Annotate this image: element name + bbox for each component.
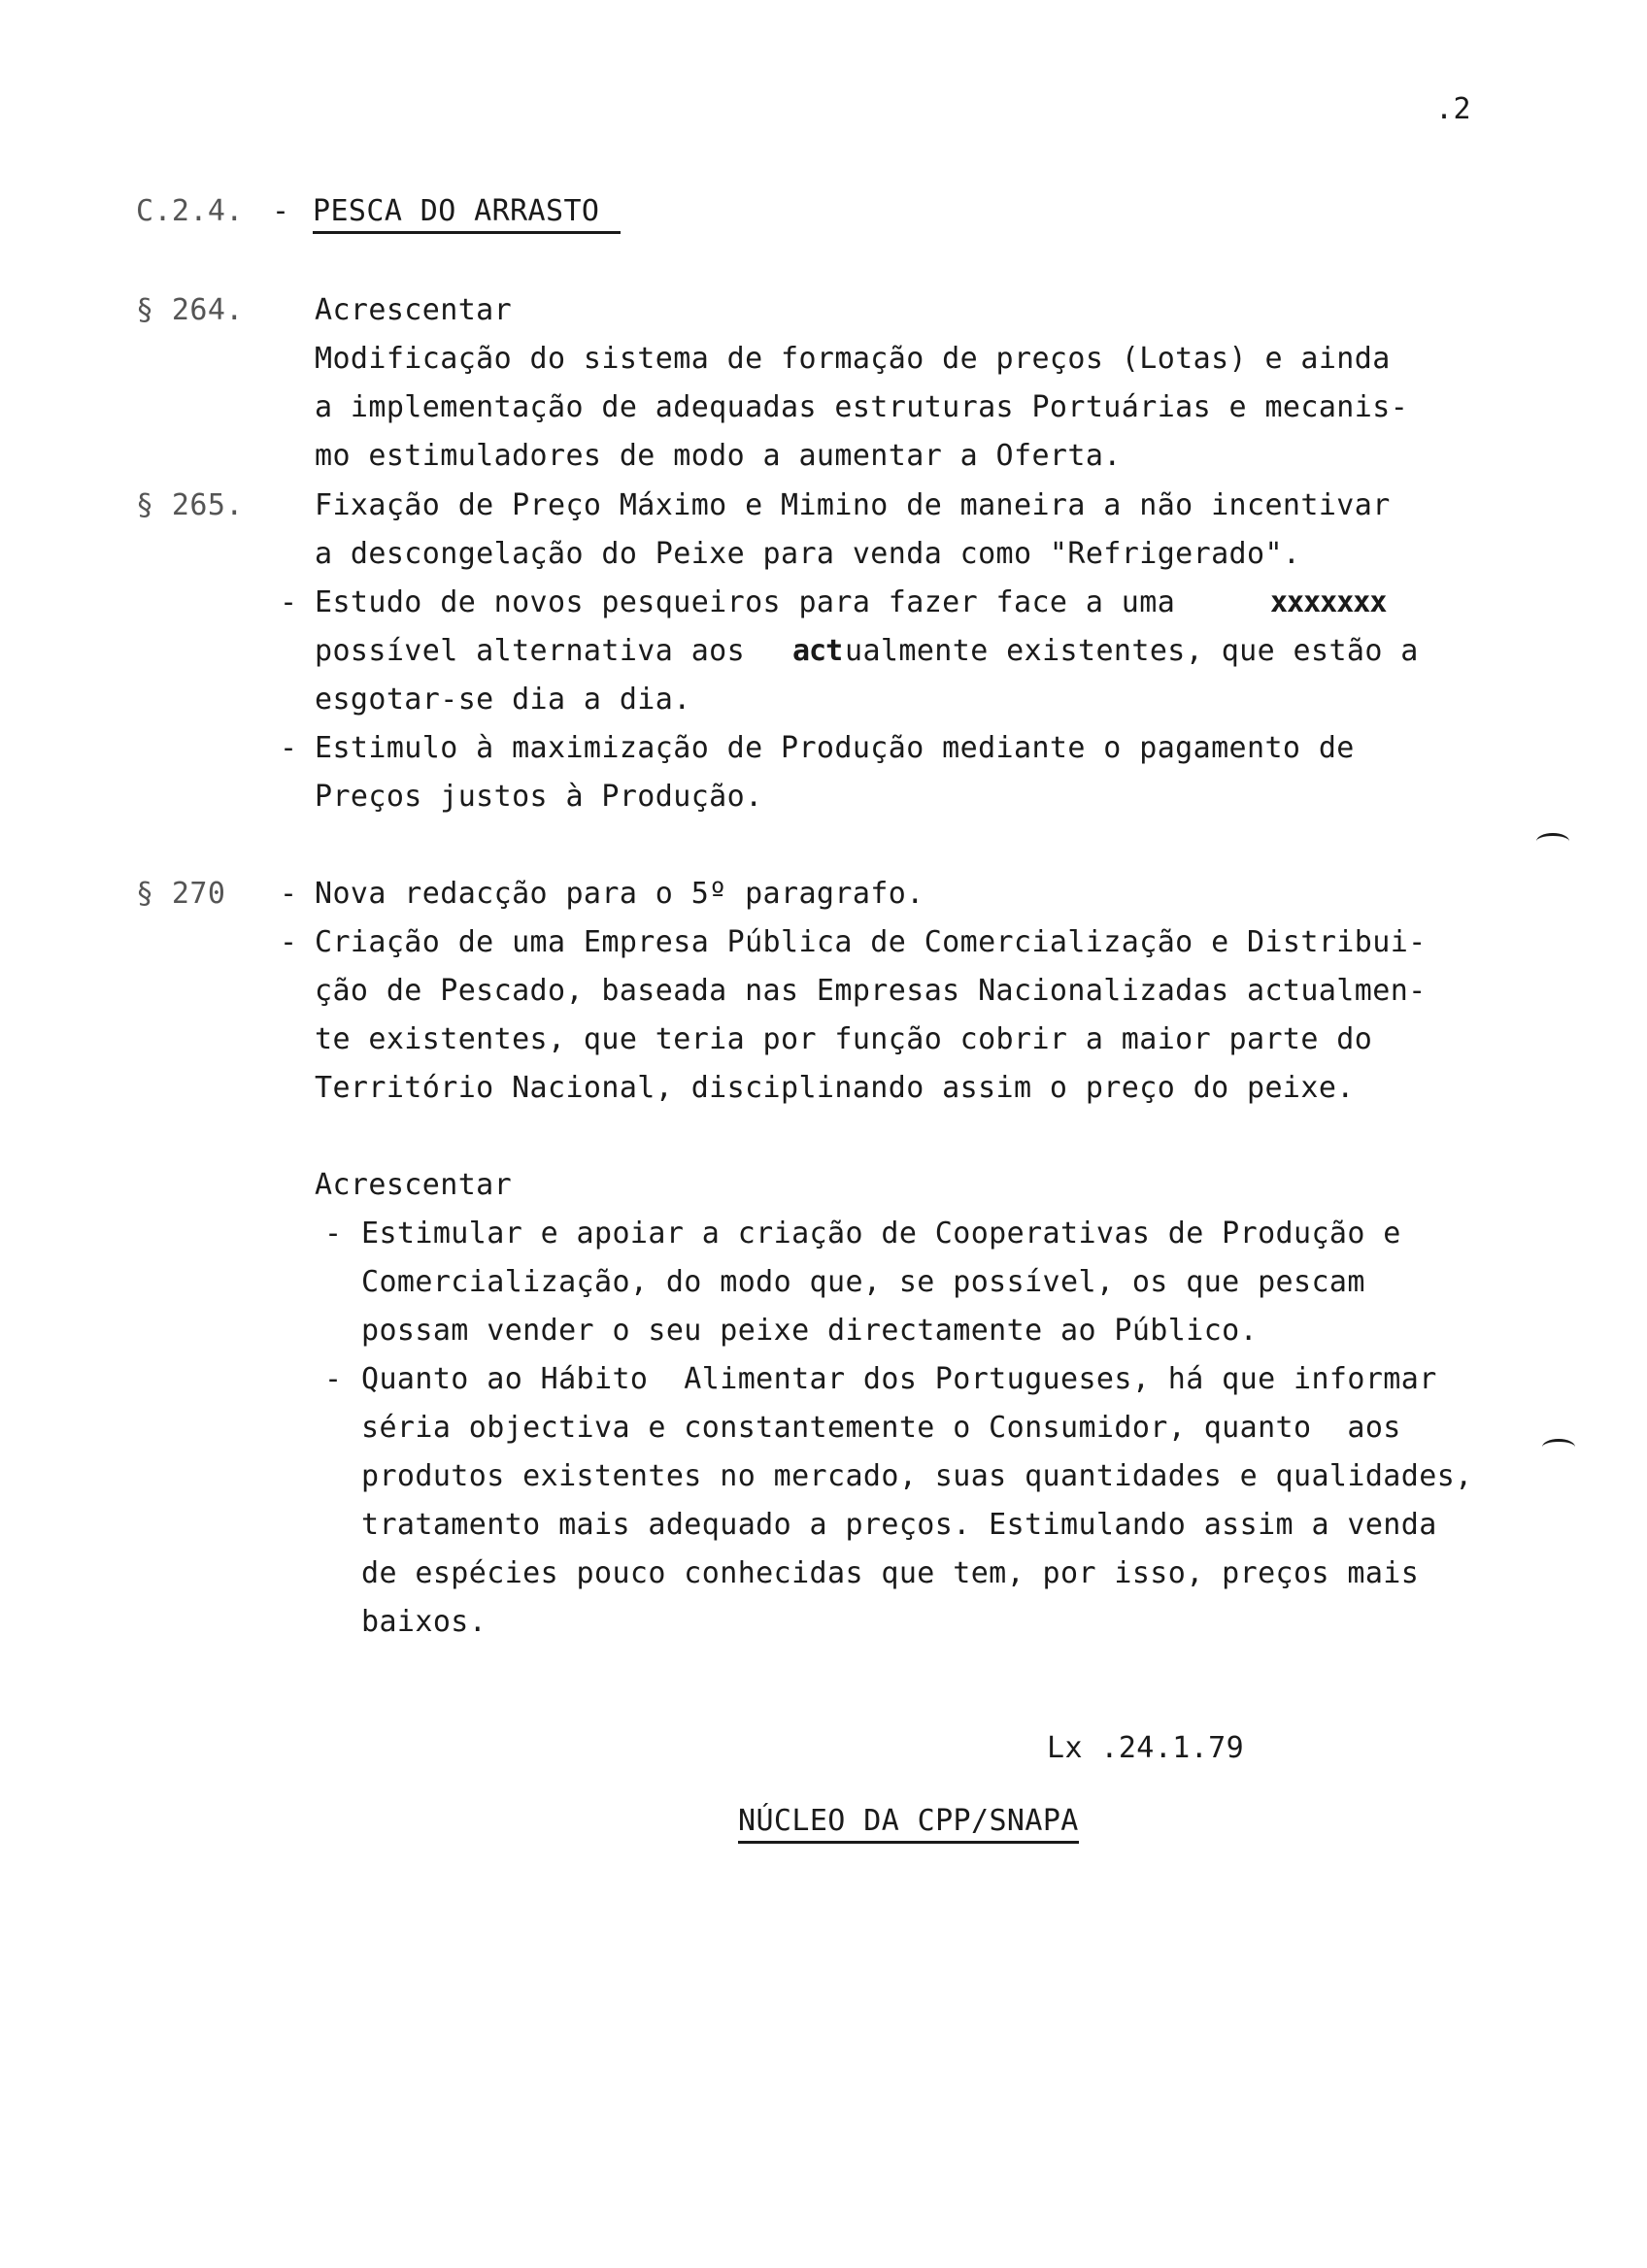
- section-title: PESCA DO ARRASTO: [313, 192, 621, 234]
- para265-bullet1-line: possível alternativa aos: [315, 634, 746, 668]
- para270-add-bullet2-line: Quanto ao Hábito Alimentar dos Portugueses, há que informar: [361, 1362, 1437, 1396]
- para265-ref: § 265.: [136, 488, 244, 522]
- para270-bullet2-line: Território Nacional, disciplinando assim o preço do peixe.: [315, 1071, 1355, 1105]
- para270-bullet2-line: te existentes, que teria por função cobrir a maior parte do: [315, 1022, 1373, 1056]
- bullet-dash: -: [280, 925, 298, 959]
- para270-ref: § 270: [136, 877, 226, 911]
- bullet-dash: -: [324, 1217, 343, 1251]
- para270-add-bullet2-line: séria objectiva e constantemente o Consumidor, quanto aos: [361, 1411, 1401, 1445]
- para264-heading: Acrescentar: [315, 293, 513, 327]
- para270-add-bullet2-line: produtos existentes no mercado, suas quantidades e qualidades,: [361, 1459, 1473, 1493]
- para265-bullet2-line: Preços justos à Produção.: [315, 780, 763, 814]
- para264-line: a implementação de adequadas estruturas Portuárias e mecanis-: [315, 390, 1409, 424]
- bullet-dash: -: [280, 877, 298, 911]
- bullet-dash: -: [324, 1362, 343, 1396]
- para270-bullet1-line: Nova redacção para o 5º paragrafo.: [315, 877, 924, 911]
- para264-line: mo estimuladores de modo a aumentar a Oferta.: [315, 439, 1122, 473]
- para265-line: Fixação de Preço Máximo e Mimino de maneira a não incentivar: [315, 488, 1391, 522]
- signature-block: NÚCLEO DA CPP/SNAPA: [738, 1802, 1079, 1844]
- page-number: .2: [1435, 92, 1471, 126]
- struck-out-word: xxxxxxx: [1270, 585, 1387, 619]
- margin-mark: [1542, 1439, 1575, 1455]
- para270-add-bullet1-line: Comercialização, do modo que, se possível, os que pescam: [361, 1265, 1365, 1299]
- para270-add-bullet1-line: possam vender o seu peixe directamente ao Público.: [361, 1314, 1259, 1348]
- section-code: C.2.4.: [136, 194, 244, 228]
- para270-bullet2-line: ção de Pescado, baseada nas Empresas Nacionalizadas actualmen-: [315, 974, 1427, 1008]
- para265-bullet2-line: Estimulo à maximização de Produção mediante o pagamento de: [315, 731, 1355, 765]
- para270-add-heading: Acrescentar: [315, 1168, 513, 1202]
- margin-mark: [1536, 833, 1569, 850]
- section-dash: -: [272, 194, 290, 228]
- para265-bullet1-line: ualmente existentes, que estão a: [845, 634, 1419, 668]
- para265-line: a descongelação do Peixe para venda como "Refrigerado".: [315, 537, 1301, 571]
- para270-bullet2-line: Criação de uma Empresa Pública de Comercialização e Distribui-: [315, 925, 1427, 959]
- para264-ref: § 264.: [136, 293, 244, 327]
- para270-add-bullet2-line: baixos.: [361, 1605, 487, 1639]
- para265-bullet1-line: esgotar-se dia a dia.: [315, 683, 691, 717]
- bullet-dash: -: [280, 731, 298, 765]
- bullet-dash: -: [280, 585, 298, 619]
- struck-out-word: act: [792, 634, 843, 668]
- para265-bullet1-line: Estudo de novos pesqueiros para fazer face a uma: [315, 585, 1176, 619]
- para270-add-bullet2-line: de espécies pouco conhecidas que tem, por isso, preços mais: [361, 1556, 1420, 1590]
- para264-line: Modificação do sistema de formação de preços (Lotas) e ainda: [315, 342, 1391, 376]
- document-date: Lx .24.1.79: [1047, 1731, 1245, 1765]
- para270-add-bullet2-line: tratamento mais adequado a preços. Estimulando assim a venda: [361, 1508, 1437, 1542]
- para270-add-bullet1-line: Estimular e apoiar a criação de Cooperativas de Produção e: [361, 1217, 1401, 1251]
